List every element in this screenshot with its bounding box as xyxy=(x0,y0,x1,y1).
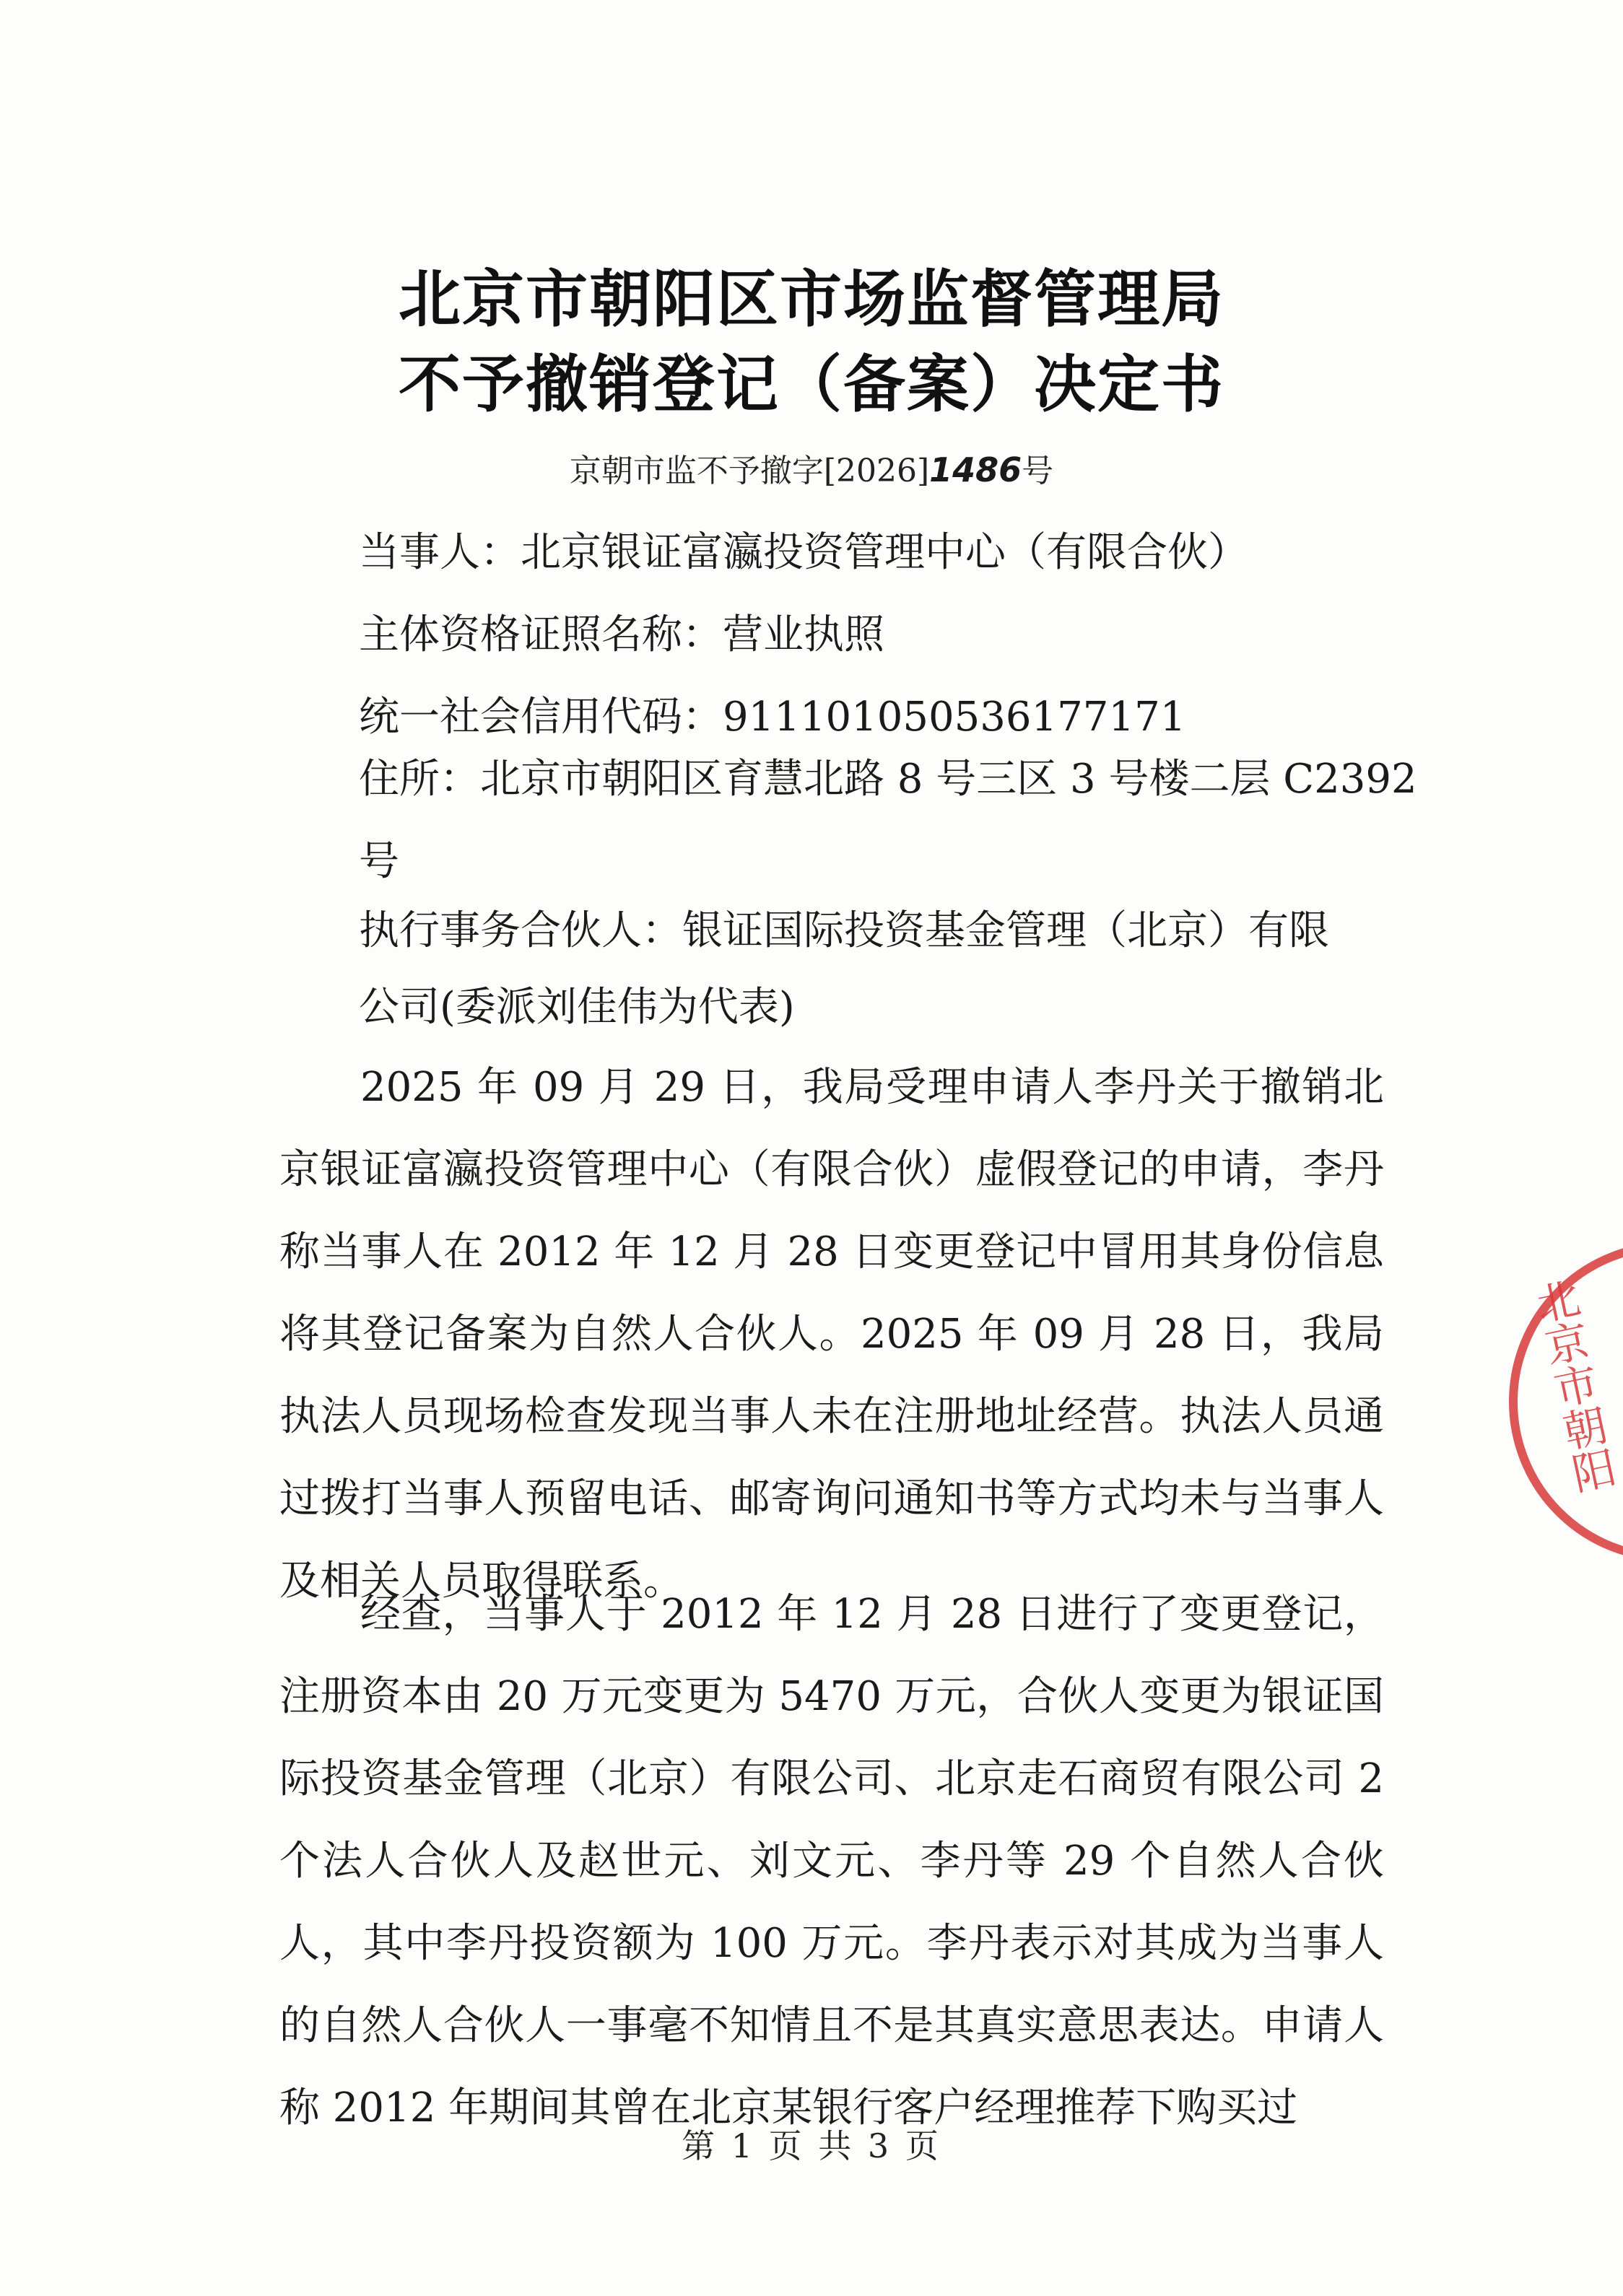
executive-partner-line-2: 公司(委派刘佳伟为代表) xyxy=(359,984,795,1031)
document-title-line-1: 北京市朝阳区市场监督管理局 xyxy=(399,263,1224,336)
official-seal-text: 北京市朝阳 xyxy=(1525,1275,1620,1497)
credit-code-line: 统一社会信用代码：91110105053617717​1 xyxy=(359,694,1186,741)
paragraph-investigation: 经查，当事人于 2012 年 12 月 28 日进行了变更登记，注册资本由 20 万元变更为 5470 万元，合伙人变更为银证国际投资基金管理（北京）有限公司、北京走石商贸有限公司 2 个法人合伙人及赵世元、刘文元、李丹等 29 个自然人合伙人，其中李丹投资额为 100 万元。李丹表示对其成为当事人的自然人合伙人一事毫不知情且不是其真实意思表达。申请人称 2012 年期间其曾在北京某银行客户经理推荐下购买过 xyxy=(279,1591,1385,2131)
document-number-prefix: 京朝市监不予撤字[2026] xyxy=(569,453,930,489)
address-line-1: 住所：北京市朝阳区育慧北路 8 号三区 3 号楼二层 C2392 xyxy=(359,756,1417,803)
document-number-suffix: 号 xyxy=(1022,453,1054,489)
paragraph-application: 2025 年 09 月 29 日，我局受理申请人李丹关于撤销北京银证富瀛投资管理中心（有限合伙）虚假登记的申请，李丹称当事人在 2012 年 12 月 28 日变更登记中冒用其身份信息将其登记备案为自然人合伙人。2025 年 09 月 28 日，我局执法人员现场检查发现当事人未在注册地址经营。执法人员通过拨打当事人预留电话、邮寄询问通知书等方式均未与当事人及相关人员取得联系。 xyxy=(279,1064,1384,1605)
license-name-line: 主体资格证照名称：营业执照 xyxy=(359,611,884,658)
address-line-2: 号 xyxy=(359,838,399,885)
executive-partner-line-1: 执行事务合伙人：银证国际投资基金管理（北京）有限 xyxy=(359,907,1329,954)
document-number-handwritten: 1486 xyxy=(929,450,1022,489)
party-name-line: 当事人：北京银证富瀛投资管理中心（有限合伙） xyxy=(359,529,1248,576)
document-number xyxy=(0,450,1623,489)
page-number: 第 1 页 共 3 页 xyxy=(682,2126,941,2165)
document-title-line-2: 不予撤销登记（备案）决定书 xyxy=(399,348,1224,421)
